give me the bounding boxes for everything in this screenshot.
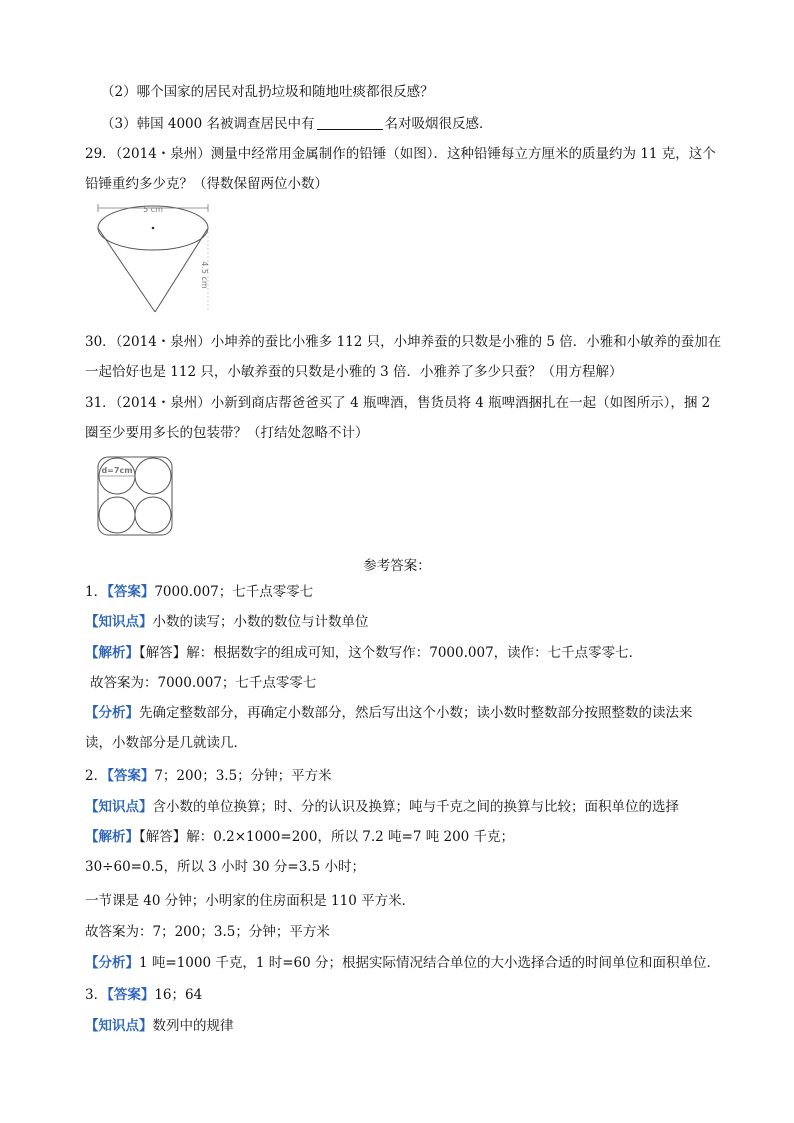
answer-2-analysis: 【解析】【解答】解：0.2×1000=200，所以 7.2 吨=7 吨 200 千克； — [85, 829, 515, 845]
bottle-circle — [99, 497, 135, 533]
answer-tag: 【答案】 — [107, 768, 155, 784]
center-dot — [152, 227, 155, 230]
height-label: 4.5 cm — [200, 261, 209, 289]
answer-1-fenxi-line2: 读，小数部分是几就读几． — [85, 735, 247, 751]
answer-1-fenxi: 【分析】先确定整数部分，再确定小数部分，然后写出这个小数；读小数时整数部分按照整数的读法来 — [85, 705, 693, 721]
answers-heading: 参考答案： — [363, 558, 431, 574]
question-29-line1: 29．（2014・泉州）测量中经常用金属制作的铅锤（如图）．这种铅锤每立方厘米的质量约为 11 克，这个 — [85, 146, 716, 162]
fenxi-tag: 【分析】 — [85, 705, 139, 721]
question-30-line1: 30．（2014・泉州）小坤养的蚕比小雅多 112 只，小坤养蚕的只数是小雅的 5 倍．小雅和小敏养的蚕加在 — [85, 334, 722, 350]
answer-3: 3．【答案】16；64 — [85, 987, 203, 1003]
beer-bottles-figure — [96, 455, 176, 539]
answer-3-knowledge: 【知识点】数列中的规律 — [85, 1018, 234, 1034]
answer-2-conclusion: 故答案为：7；200；3.5；分钟；平方米 — [85, 924, 330, 940]
question-3-post: 名对吸烟很反感． — [384, 116, 493, 132]
analysis-tag: 【解析】 — [85, 645, 139, 661]
answer-2-fenxi: 【分析】1 吨=1000 千克，1 时=60 分；根据实际情况结合单位的大小选择合适的时间单位和面积单位． — [85, 955, 720, 971]
question-31-line2: 圈至少要用多长的包装带？（打结处忽略不计） — [85, 425, 369, 441]
bottle-circle — [135, 458, 171, 494]
question-29-line2: 铅锤重约多少克？（得数保留两位小数） — [85, 176, 328, 192]
answer-2: 2．【答案】7；200；3.5；分钟；平方米 — [85, 768, 332, 784]
question-30-line2: 一起恰好也是 112 只，小敏养蚕的只数是小雅的 3 倍．小雅养了多少只蚕？（用方程解） — [85, 364, 623, 380]
knowledge-tag: 【知识点】 — [85, 799, 153, 815]
answer-tag: 【答案】 — [107, 987, 155, 1003]
knowledge-tag: 【知识点】 — [85, 614, 153, 630]
answer-2-knowledge: 【知识点】含小数的单位换算；时、分的认识及换算；吨与千克之间的换算与比较；面积单位的选择 — [85, 799, 679, 815]
answer-2-line3: 一节课是 40 分钟；小明家的住房面积是 110 平方米． — [85, 893, 416, 909]
analysis-tag: 【解析】 — [85, 829, 139, 845]
answer-1-knowledge: 【知识点】小数的读写；小数的数位与计数单位 — [85, 614, 369, 630]
fill-blank[interactable] — [317, 115, 383, 130]
bottle-circle — [135, 497, 171, 533]
question-2: （2）哪个国家的居民对乱扔垃圾和随地吐痰都很反感？ — [101, 84, 434, 100]
plumb-bob-figure — [90, 200, 220, 320]
answer-1-analysis: 【解析】【解答】解：根据数字的组成可知，这个数写作：7000.007，读作：七千点零零七． — [85, 645, 643, 661]
diameter-label: 5 cm — [143, 205, 163, 214]
answer-1-conclusion: 故答案为：7000.007；七千点零零七 — [90, 675, 317, 691]
diameter-label: d=7cm — [101, 466, 133, 475]
question-31-line1: 31．（2014・泉州）小新到商店帮爸爸买了 4 瓶啤酒，售货员将 4 瓶啤酒捆扎在一起（如图所示），捆 2 — [85, 395, 711, 411]
answer-2-line2: 30÷60=0.5，所以 3 小时 30 分=3.5 小时； — [85, 859, 365, 875]
question-3 — [101, 114, 493, 134]
answer-1: 1．【答案】7000.007；七千点零零七 — [85, 584, 314, 600]
fenxi-tag: 【分析】 — [85, 955, 139, 971]
answer-tag: 【答案】 — [107, 584, 155, 600]
knowledge-tag: 【知识点】 — [85, 1018, 153, 1034]
cone-left-edge — [98, 228, 155, 312]
question-3-pre: （3）韩国 4000 名被调查居民中有 — [101, 116, 315, 132]
